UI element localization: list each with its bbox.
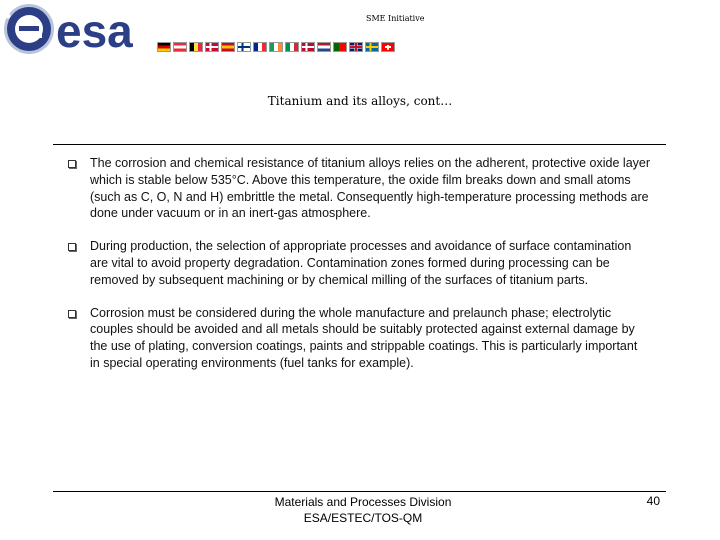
norway-flag-icon [301, 42, 315, 52]
page-number: 40 [646, 494, 660, 508]
denmark-flag-icon [205, 42, 219, 52]
esa-logo [2, 2, 160, 56]
germany-flag-icon [157, 42, 171, 52]
sweden-flag-icon [365, 42, 379, 52]
sme-initiative-label: SME Initiative [366, 14, 425, 23]
portugal-flag-icon [333, 42, 347, 52]
title-divider [53, 144, 666, 145]
spain-flag-icon [221, 42, 235, 52]
logo-wordmark: esa [56, 5, 133, 56]
slide-title: Titanium and its alloys, cont… [267, 94, 453, 108]
bullet-text: The corrosion and chemical resistance of titanium alloys relies on the adherent, protective oxide layer which is stable below 535°C. Above this temperature, the oxide film breaks down and small atoms (such as C, O, N and H) embrittle the metal. Consequently high-temperature processing methods are done under vacuum or in an inert-gas atmosphere. [90, 156, 651, 221]
bullet-list [68, 155, 653, 388]
netherlands-flag-icon [317, 42, 331, 52]
member-state-flags [157, 42, 395, 52]
footer-department: ESA/ESTEC/TOS-QM [303, 511, 423, 525]
footer-divider [53, 491, 666, 492]
switzerland-flag-icon [381, 42, 395, 52]
finland-flag-icon [237, 42, 251, 52]
bullet-text: Corrosion must be considered during the whole manufacture and prelaunch phase; electrolytic couples should be avoided and all metals should be suitably protected against external damage by the use of plating, conversion coatings, paints and strippable coatings. This is particularly important in special operating environments (fuel tanks for example). [90, 305, 638, 370]
france-flag-icon [253, 42, 267, 52]
belgium-flag-icon [189, 42, 203, 52]
checkbox-bullet-icon [68, 243, 76, 251]
footer [240, 494, 486, 526]
checkbox-bullet-icon [68, 310, 76, 318]
austria-flag-icon [173, 42, 187, 52]
bullet-text: During production, the selection of appropriate processes and avoidance of surface contamination are vital to avoid property degradation. Contamination zones formed during processing can be removed by subsequent machining or by chemical milling of the surfaces of titanium parts. [90, 239, 632, 287]
bullet-item [68, 305, 653, 372]
uk-flag-icon [349, 42, 363, 52]
checkbox-bullet-icon [68, 160, 76, 168]
ireland-flag-icon [269, 42, 283, 52]
italy-flag-icon [285, 42, 299, 52]
footer-division: Materials and Processes Division [274, 495, 452, 509]
bullet-item [68, 155, 653, 222]
bullet-item [68, 238, 653, 288]
